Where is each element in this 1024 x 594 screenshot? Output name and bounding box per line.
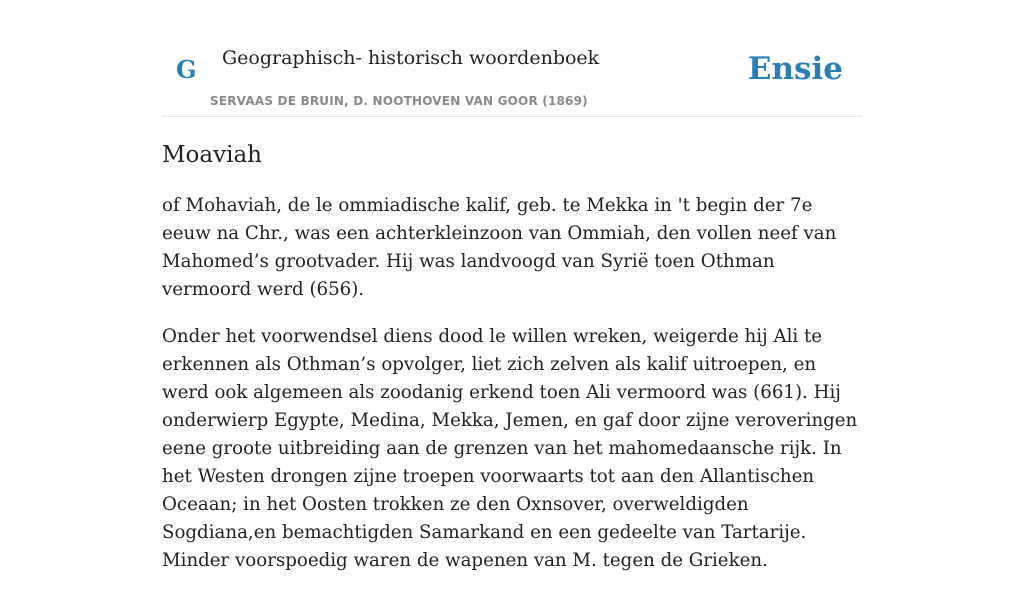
- book-title[interactable]: Geographisch- historisch woordenboek: [222, 47, 600, 69]
- entry-title: Moaviah: [162, 142, 262, 168]
- book-header: [162, 0, 862, 117]
- book-logo-link[interactable]: G: [176, 55, 197, 84]
- entry-paragraph: of Mohaviah, de le ommiadische kalif, geb. te Mekka in 't begin der 7e eeuw na Chr., was een achterkleinzoon van Ommiah, den vollen neef van Mahomed’s grootvader. Hij was landvoogd van Syrië toen Othman vermoord werd (656).: [162, 195, 837, 300]
- entry-paragraph: Onder het voorwendsel diens dood le willen wreken, weigerde hij Ali te erkennen als Othman’s opvolger, liet zich zelven als kalif uitroepen, en werd ook algemeen als zoodanig erkend toen Ali vermoord was (661). Hij onderwierp Egypte, Medina, Mekka, Jemen, en gaf door zijne veroveringen eene groote uitbreiding aan de grenzen van het mahomedaansche rijk. In het Westen drongen zijne troepen voorwaarts tot aan den Allantischen Oceaan; in het Oosten trokken ze den Oxnsover, overweldigden Sogdiana,en bemachtigden Samarkand en een gedeelte van Tartarije. Minder voorspoedig waren de wapenen van M. tegen de Grieken.: [162, 326, 858, 571]
- entry-body: [162, 192, 862, 594]
- ensie-brand-logo[interactable]: Ensie: [747, 51, 843, 87]
- book-author: SERVAAS DE BRUIN, D. NOOTHOVEN VAN GOOR (1869): [210, 94, 588, 108]
